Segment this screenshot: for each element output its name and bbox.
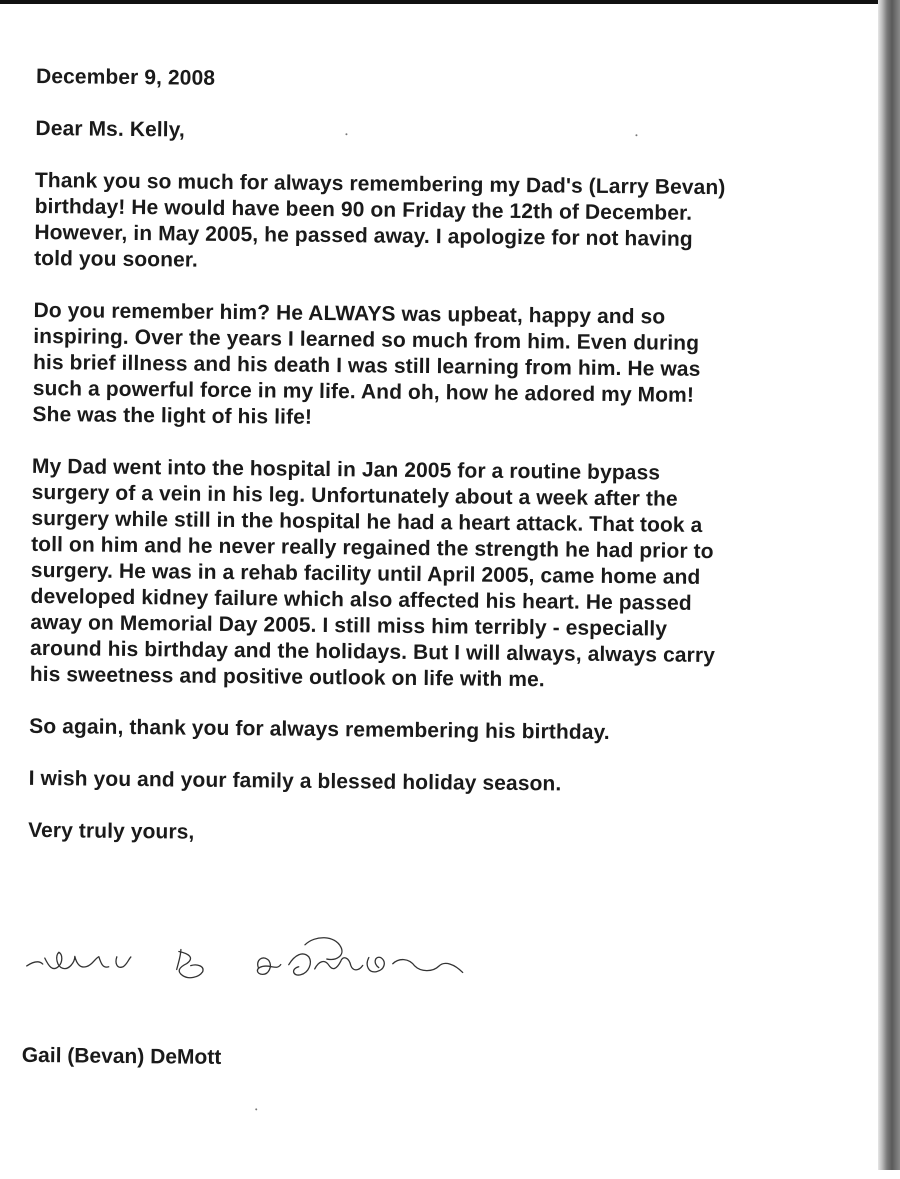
letter-closing: Very truly yours, <box>28 818 195 844</box>
scan-speck <box>635 134 637 136</box>
letter-salutation: Dear Ms. Kelly, <box>35 116 185 142</box>
signer-name: Gail (Bevan) DeMott <box>21 1043 222 1069</box>
handwritten-signature <box>18 922 479 1007</box>
letter-date: December 9, 2008 <box>35 64 216 90</box>
paragraph-holiday-wish: I wish you and your family a blessed holiday season. <box>28 766 562 796</box>
paragraph-remember-him: Do you remember him? He ALWAYS was upbeat, happy and so inspiring. Over the years I learned so much from him. Even during his brief illness and his death I was still learning from him. He was such a powerful force in my life. And oh, how he adored my Mom! She was the light of his life! <box>32 298 701 429</box>
scan-speck <box>255 1108 257 1110</box>
scan-right-edge <box>878 0 900 1170</box>
letter-body <box>28 64 836 852</box>
paragraph-hospital-story: My Dad went into the hospital in Jan 2005 for a routine bypass surgery of a vein in his leg. Unfortunately about a week after the surgery while still in the hospital he had a heart attack. That took a toll on him and he never really regained the strength he had prior to surgery. He was in a rehab facility until April 2005, came home and developed kidney failure which also affected his heart. He passed away on Memorial Day 2005. I still miss him terribly - especially around his birthday and the holidays. But I will always, always carry his sweetness and positive outlook on life with me. <box>29 454 716 692</box>
scan-speck <box>345 133 347 135</box>
paragraph-birthday-thanks: Thank you so much for always remembering my Dad's (Larry Bevan) birthday! He would have been 90 on Friday the 12th of December. However, in May 2005, he passed away. I apologize for not having told you sooner. <box>34 168 726 272</box>
paragraph-thank-again: So again, thank you for always remembering his birthday. <box>29 714 610 745</box>
